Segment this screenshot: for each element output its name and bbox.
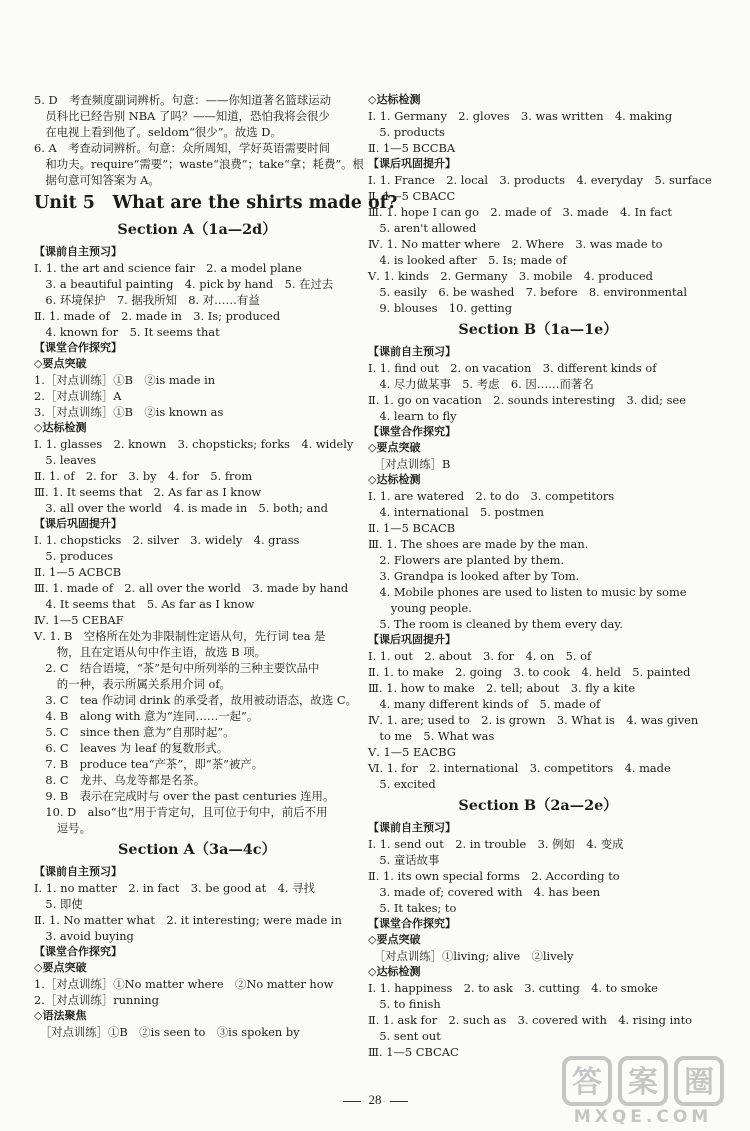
left-column — [34, 92, 398, 1040]
svg-text:圈: 圈 — [684, 1065, 714, 1100]
answer-line: 5. The room is cleaned by them every day. — [368, 617, 623, 631]
answer-line: Ⅰ. 1. send out 2. in trouble 3. 例如 4. 变成 — [368, 837, 624, 851]
answer-line: 3. avoid buying — [34, 929, 134, 943]
answer-line: 的一种，表示所属关系用介词 of。 — [34, 677, 231, 691]
svg-text:MXQE.COM: MXQE.COM — [573, 1107, 713, 1126]
subsection-header: ◇要点突破 — [34, 961, 87, 974]
answer-line: 9. B 表示在完成时与 over the past centuries 连用。 — [34, 789, 335, 803]
section-title: Section A（1a—2d） — [117, 221, 277, 238]
answer-line: Ⅱ. 1. of 2. for 3. by 4. for 5. from — [34, 469, 253, 483]
answer-line: Ⅱ. 1. its own special forms 2. According to — [368, 869, 620, 883]
svg-text:答: 答 — [572, 1065, 602, 1100]
answer-line: 6. A 考查动词辨析。句意：众所周知，学好英语需要时间 — [34, 141, 331, 155]
answer-line: 5. sent out — [368, 1029, 441, 1043]
answer-line: Ⅲ. 1. It seems that 2. As far as I know — [34, 485, 262, 499]
answer-line: Ⅰ. 1. glasses 2. known 3. chopsticks; forks 4. widely — [34, 437, 354, 451]
subsection-header: 【课前自主预习】 — [368, 345, 456, 358]
answer-line: Ⅱ. 1. ask for 2. such as 3. covered with 4. rising into — [368, 1013, 692, 1027]
right-column — [368, 92, 712, 1060]
subsection-header: 【课堂合作探究】 — [368, 917, 456, 930]
subsection-header: ◇语法聚焦 — [34, 1009, 87, 1022]
section-title: Section B（1a—1e） — [458, 321, 618, 338]
answer-line: 5. leaves — [34, 453, 97, 467]
answer-line: 2. C 结合语境，“茶”是句中所列举的三种主要饮品中 — [34, 661, 320, 675]
answer-line: Ⅰ. 1. Germany 2. gloves 3. was written 4. making — [368, 109, 673, 123]
answer-line: 6. 环境保护 7. 据我所知 8. 对……有益 — [34, 293, 260, 307]
answer-line: Ⅲ. 1. The shoes are made by the man. — [368, 537, 589, 551]
answer-line: Ⅱ. 1—5 BCACB — [368, 521, 456, 535]
answer-line: Ⅰ. 1. find out 2. on vacation 3. different kinds of — [368, 361, 657, 375]
answer-line: Ⅰ. 1. no matter 2. in fact 3. be good at 4. 寻找 — [34, 881, 315, 895]
answer-line: 4. international 5. postmen — [368, 505, 544, 519]
answer-line: 5. It takes; to — [368, 901, 457, 915]
answer-line: 5. aren't allowed — [368, 221, 477, 235]
answer-line: Ⅰ. 1. out 2. about 3. for 4. on 5. of — [368, 649, 592, 663]
answer-line: Ⅰ. 1. the art and science fair 2. a model plane — [34, 261, 302, 275]
answer-line: 4. 尽力做某事 5. 考虑 6. 因……而著名 — [368, 377, 594, 391]
answer-line: ［对点训练］①living; alive ②lively — [368, 949, 574, 963]
answer-line: Ⅱ. 1. to make 2. going 3. to cook 4. held 5. painted — [368, 665, 691, 679]
answer-line: 9. blouses 10. getting — [368, 301, 513, 315]
subsection-header: 【课堂合作探究】 — [34, 341, 122, 354]
subsection-header: ◇达标检测 — [368, 93, 421, 106]
answer-line: Ⅱ. 1—5 BCCBA — [368, 141, 456, 155]
answer-line: 6. C leaves 为 leaf 的复数形式。 — [34, 741, 229, 755]
answer-line: 3. all over the world 4. is made in 5. both; and — [34, 501, 328, 515]
answer-line: 2.［对点训练］A — [34, 389, 122, 403]
answer-line: 3. made of; covered with 4. has been — [368, 885, 601, 899]
answer-line: 在电视上看到他了。seldom“很少”。故选 D。 — [34, 125, 282, 139]
answer-line: 5. products — [368, 125, 445, 139]
answer-line: 物，且在定语从句中作主语，故选 B 项。 — [34, 645, 267, 659]
answer-line: 10. D also“也”用于肯定句，且可位于句中，前后不用 — [34, 805, 328, 819]
answer-line: 5. easily 6. be washed 7. before 8. environmental — [368, 285, 687, 299]
subsection-header: 【课堂合作探究】 — [34, 945, 122, 958]
svg-text:案: 案 — [628, 1065, 658, 1100]
answer-line: 3.［对点训练］①B ②is known as — [34, 405, 224, 419]
section-title: Section A（3a—4c） — [118, 841, 276, 858]
answer-line: 2. Flowers are planted by them. — [368, 553, 564, 567]
answer-line: Ⅴ. 1. kinds 2. Germany 3. mobile 4. produced — [368, 269, 653, 283]
subsection-header: ◇达标检测 — [34, 421, 87, 434]
answer-line: to me 5. What was — [368, 729, 495, 743]
subsection-header: ◇要点突破 — [34, 357, 87, 370]
answer-line: Ⅲ. 1—5 CBCAC — [368, 1045, 459, 1059]
answer-line: 5. produces — [34, 549, 114, 563]
answer-line: 5. 即使 — [34, 897, 83, 911]
answer-line: 3. a beautiful painting 4. pick by hand 5. 在过去 — [34, 277, 334, 291]
answer-line: 7. B produce tea“产茶”，即“茶”被产。 — [34, 757, 264, 771]
subsection-header: 【课后巩固提升】 — [368, 157, 456, 170]
section-title: Section B（2a—2e） — [458, 797, 618, 814]
subsection-header: ◇要点突破 — [368, 441, 421, 454]
answer-line: 和功夫。require“需要”；waste“浪费”；take“拿；耗费”。根 — [34, 157, 364, 171]
subsection-header: 【课后巩固提升】 — [368, 633, 456, 646]
answer-line: 据句意可知答案为 A。 — [34, 173, 160, 187]
subsection-header: 【课前自主预习】 — [34, 865, 122, 878]
answer-line: Ⅰ. 1. France 2. local 3. products 4. everyday 5. surface — [368, 173, 712, 187]
answer-line: Ⅰ. 1. are watered 2. to do 3. competitors — [368, 489, 615, 503]
answer-line: Ⅱ. 1. made of 2. made in 3. Is; produced — [34, 309, 281, 323]
answer-line: 1.［对点训练］①B ②is made in — [34, 373, 216, 387]
answer-line: ［对点训练］B — [368, 457, 451, 471]
answer-line: 4. known for 5. It seems that — [34, 325, 220, 339]
answer-line: 8. C 龙井、乌龙等都是名茶。 — [34, 773, 206, 787]
page-number: 28 — [368, 1092, 382, 1107]
answer-line: ［对点训练］①B ②is seen to ③is spoken by — [34, 1025, 300, 1039]
subsection-header: 【课后巩固提升】 — [34, 517, 122, 530]
answer-line: 1.［对点训练］①No matter where ②No matter how — [34, 977, 334, 991]
footer-dash-left — [343, 1101, 361, 1102]
answer-line: 5. D 考查频度副词辨析。句意：——你知道著名篮球运动 — [34, 93, 331, 107]
answer-line: Ⅱ. 1—5 ACBCB — [34, 565, 122, 579]
answer-line: 5. 童话故事 — [368, 853, 440, 867]
answer-line: Ⅱ. 1. go on vacation 2. sounds interesting 3. did; see — [368, 393, 686, 407]
footer-dash-right — [390, 1101, 408, 1102]
answer-line: Ⅲ. 1. made of 2. all over the world 3. made by hand — [34, 581, 349, 595]
unit-title: Unit 5 What are the shirts made of? — [34, 193, 398, 213]
answer-line: 3. Grandpa is looked after by Tom. — [368, 569, 580, 583]
subsection-header: ◇达标检测 — [368, 965, 421, 978]
answer-line: young people. — [368, 601, 472, 615]
subsection-header: 【课前自主预习】 — [368, 821, 456, 834]
answer-line: 4. B along with 意为“连同……一起”。 — [34, 709, 259, 723]
answer-line: 4. learn to fly — [368, 409, 457, 423]
answer-line: 2.［对点训练］running — [34, 993, 159, 1007]
answer-line: 4. is looked after 5. Is; made of — [368, 253, 567, 267]
answer-line: 4. Mobile phones are used to listen to music by some — [368, 585, 687, 599]
answer-line: 5. C since then 意为“自那时起”。 — [34, 725, 235, 739]
answer-line: Ⅲ. 1. hope I can go 2. made of 3. made 4. In fact — [368, 205, 672, 219]
answer-line: Ⅴ. 1—5 EACBG — [368, 745, 456, 759]
answer-line: Ⅰ. 1. happiness 2. to ask 3. cutting 4. to smoke — [368, 981, 658, 995]
answer-line: Ⅵ. 1. for 2. international 3. competitors 4. made — [368, 761, 671, 775]
answer-line: 4. It seems that 5. As far as I know — [34, 597, 255, 611]
answer-line: Ⅴ. 1. B 空格所在处为非限制性定语从句，先行词 tea 是 — [34, 629, 326, 643]
subsection-header: ◇达标检测 — [368, 473, 421, 486]
answer-line: Ⅱ. 1—5 CBACC — [368, 189, 456, 203]
answer-line: 5. to finish — [368, 997, 441, 1011]
answer-line: Ⅰ. 1. chopsticks 2. silver 3. widely 4. grass — [34, 533, 300, 547]
subsection-header: 【课堂合作探究】 — [368, 425, 456, 438]
answer-line: Ⅲ. 1. how to make 2. tell; about 3. fly a kite — [368, 681, 636, 695]
answer-line: 5. excited — [368, 777, 436, 791]
subsection-header: 【课前自主预习】 — [34, 245, 122, 258]
watermark-logo — [560, 1056, 730, 1126]
answer-line: Ⅱ. 1. No matter what 2. it interesting; were made in — [34, 913, 342, 927]
answer-line: 4. many different kinds of 5. made of — [368, 697, 601, 711]
answer-line: 逗号。 — [34, 821, 91, 835]
answer-line: Ⅳ. 1—5 CEBAF — [34, 613, 124, 627]
answer-line: Ⅳ. 1. No matter where 2. Where 3. was made to — [368, 237, 663, 251]
answer-line: Ⅳ. 1. are; used to 2. is grown 3. What is 4. was given — [368, 713, 699, 727]
answer-line: 员科比已经告别 NBA 了吗？——知道，恐怕我将会很少 — [34, 109, 330, 123]
answer-line: 3. C tea 作动词 drink 的承受者，故用被动语态，故选 C。 — [34, 693, 357, 707]
subsection-header: ◇要点突破 — [368, 933, 421, 946]
